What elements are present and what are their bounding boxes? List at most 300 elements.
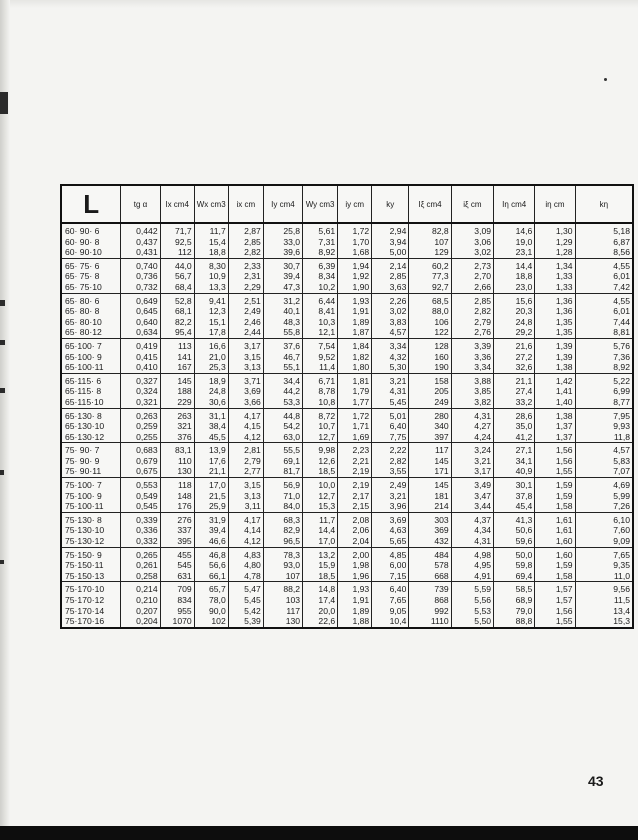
profile-designation: 65· 80·10 [61,317,121,328]
binding-mark [0,340,5,345]
value-cell: 276 [160,512,194,525]
value-cell: 11,8 [575,432,633,443]
value-cell: 1,37 [535,421,575,432]
value-cell: 1,96 [338,571,372,582]
value-cell: 1,80 [338,362,372,373]
value-cell: 7,54 [303,338,338,351]
value-cell: 7,60 [575,525,633,536]
value-cell: 8,78 [303,386,338,397]
value-cell: 12,1 [303,327,338,338]
value-cell: 2,29 [228,282,263,293]
value-cell: 17,8 [194,327,228,338]
value-cell: 2,85 [451,293,493,306]
value-cell: 30,1 [494,478,535,491]
value-cell: 9,93 [575,421,633,432]
value-cell: 3,15 [228,352,263,363]
value-cell: 4,95 [451,560,493,571]
value-cell: 2,26 [372,293,409,306]
value-cell: 1,72 [338,408,372,421]
value-cell: 1,40 [535,397,575,408]
value-cell: 106 [409,317,451,328]
table-row [61,338,633,351]
table-row [61,293,633,306]
value-cell: 1070 [160,616,194,628]
value-cell: 181 [409,491,451,502]
value-cell: 7,07 [575,466,633,477]
value-cell: 10,9 [194,271,228,282]
value-cell: 37,6 [263,338,302,351]
value-cell: 1,77 [338,397,372,408]
table-row [61,327,633,338]
value-cell: 2,77 [228,466,263,477]
table-row [61,373,633,386]
page-number: 43 [588,773,604,789]
value-cell: 4,55 [575,258,633,271]
value-cell: 141 [160,352,194,363]
table-row [61,456,633,467]
value-cell: 90,0 [194,606,228,617]
value-cell: 1,87 [338,327,372,338]
table-row [61,306,633,317]
value-cell: 11,7 [194,223,228,237]
value-cell: 432 [409,536,451,547]
table-row [61,421,633,432]
value-cell: 8,34 [303,271,338,282]
value-cell: 2,06 [338,525,372,536]
profile-designation: 75·170·16 [61,616,121,628]
value-cell: 15,9 [303,560,338,571]
value-cell: 96,5 [263,536,302,547]
value-cell: 3,83 [372,317,409,328]
value-cell: 1,93 [338,293,372,306]
header-cell: Wx cm3 [194,185,228,223]
value-cell: 8,92 [303,247,338,258]
table-row [61,443,633,456]
value-cell: 39,4 [263,271,302,282]
value-cell: 83,1 [160,443,194,456]
value-cell: 4,69 [575,478,633,491]
value-cell: 0,675 [121,466,160,477]
value-cell: 376 [160,432,194,443]
profile-designation: 65·130·10 [61,421,121,432]
value-cell: 129 [409,247,451,258]
table-row [61,408,633,421]
table-row [61,560,633,571]
value-cell: 88,0 [409,306,451,317]
value-cell: 2,33 [228,258,263,271]
value-cell: 2,51 [228,293,263,306]
value-cell: 8,72 [303,408,338,421]
value-cell: 0,263 [121,408,160,421]
value-cell: 340 [409,421,451,432]
value-cell: 1,60 [535,547,575,560]
value-cell: 25,8 [263,223,302,237]
profile-designation: 75·150· 9 [61,547,121,560]
table-row [61,432,633,443]
value-cell: 77,3 [409,271,451,282]
value-cell: 4,80 [228,560,263,571]
profile-designation: 65·130· 8 [61,408,121,421]
value-cell: 249 [409,397,451,408]
value-cell: 4,32 [372,352,409,363]
table-row [61,616,633,628]
value-cell: 190 [409,362,451,373]
value-cell: 3,94 [372,237,409,248]
value-cell: 188 [160,386,194,397]
value-cell: 29,2 [494,327,535,338]
value-cell: 20,3 [494,306,535,317]
value-cell: 2,81 [228,443,263,456]
value-cell: 59,8 [494,560,535,571]
value-cell: 1,90 [338,282,372,293]
value-cell: 1,38 [535,408,575,421]
profile-designation: 75·100·11 [61,501,121,512]
profile-designation: 60· 90·10 [61,247,121,258]
value-cell: 10,4 [372,616,409,628]
table-row [61,547,633,560]
value-cell: 56,9 [263,478,302,491]
value-cell: 171 [409,466,451,477]
value-cell: 102 [194,616,228,628]
value-cell: 631 [160,571,194,582]
value-cell: 69,1 [263,456,302,467]
value-cell: 21,1 [494,373,535,386]
value-cell: 9,35 [575,560,633,571]
table-row [61,606,633,617]
value-cell: 40,1 [263,306,302,317]
value-cell: 103 [263,595,302,606]
value-cell: 4,17 [228,408,263,421]
value-cell: 1,56 [535,456,575,467]
value-cell: 55,5 [263,443,302,456]
value-cell: 47,3 [263,282,302,293]
value-cell: 31,2 [263,293,302,306]
value-cell: 1,92 [338,271,372,282]
value-cell: 48,3 [263,317,302,328]
value-cell: 1,91 [338,595,372,606]
value-cell: 7,95 [575,408,633,421]
value-cell: 14,4 [494,258,535,271]
value-cell: 88,8 [494,616,535,628]
value-cell: 55,1 [263,362,302,373]
value-cell: 12,3 [194,306,228,317]
profile-designation: 65· 75· 6 [61,258,121,271]
value-cell: 1,98 [338,560,372,571]
value-cell: 1,82 [338,352,372,363]
value-cell: 0,321 [121,397,160,408]
profile-designation: 60· 90· 6 [61,223,121,237]
value-cell: 395 [160,536,194,547]
value-cell: 2,08 [338,512,372,525]
value-cell: 82,9 [263,525,302,536]
value-cell: 0,415 [121,352,160,363]
value-cell: 11,4 [303,362,338,373]
value-cell: 5,00 [372,247,409,258]
value-cell: 2,15 [338,501,372,512]
value-cell: 128 [409,338,451,351]
value-cell: 6,99 [575,386,633,397]
header-cell: iη cm [535,185,575,223]
value-cell: 5,30 [372,362,409,373]
value-cell: 4,83 [228,547,263,560]
value-cell: 1,68 [338,247,372,258]
value-cell: 321 [160,421,194,432]
value-cell: 145 [409,478,451,491]
header-cell: kη [575,185,633,223]
value-cell: 2,21 [338,456,372,467]
value-cell: 0,259 [121,421,160,432]
value-cell: 14,6 [494,223,535,237]
value-cell: 44,8 [263,408,302,421]
value-cell: 3,36 [451,352,493,363]
table-row [61,237,633,248]
value-cell: 113 [160,338,194,351]
value-cell: 3,71 [228,373,263,386]
value-cell: 3,55 [372,466,409,477]
page-bottom-edge [0,826,638,840]
profile-designation: 75·170·10 [61,582,121,595]
value-cell: 2,73 [451,258,493,271]
value-cell: 5,50 [451,616,493,628]
value-cell: 5,56 [451,595,493,606]
table-row [61,352,633,363]
value-cell: 8,77 [575,397,633,408]
value-cell: 3,66 [228,397,263,408]
value-cell: 13,4 [575,606,633,617]
value-cell: 263 [160,408,194,421]
value-cell: 8,81 [575,327,633,338]
page-left-edge [0,0,10,840]
value-cell: 18,9 [194,373,228,386]
value-cell: 20,0 [303,606,338,617]
value-cell: 81,7 [263,466,302,477]
table-row [61,582,633,595]
value-cell: 88,2 [263,582,302,595]
value-cell: 8,56 [575,247,633,258]
value-cell: 30,7 [263,258,302,271]
profile-designation: 65· 75·10 [61,282,121,293]
value-cell: 4,37 [451,512,493,525]
profile-designation: 65·115· 8 [61,386,121,397]
value-cell: 0,553 [121,478,160,491]
value-cell: 2,04 [338,536,372,547]
value-cell: 9,98 [303,443,338,456]
value-cell: 0,549 [121,491,160,502]
value-cell: 4,98 [451,547,493,560]
value-cell: 992 [409,606,451,617]
value-cell: 4,85 [372,547,409,560]
value-cell: 1,61 [535,525,575,536]
value-cell: 3,39 [451,338,493,351]
value-cell: 27,1 [494,443,535,456]
table-row [61,362,633,373]
value-cell: 0,545 [121,501,160,512]
table-row [61,397,633,408]
value-cell: 2,17 [338,491,372,502]
value-cell: 79,0 [494,606,535,617]
value-cell: 3,69 [228,386,263,397]
header-cell: Iξ cm4 [409,185,451,223]
value-cell: 1,36 [535,293,575,306]
value-cell: 2,19 [338,466,372,477]
value-cell: 3,34 [372,338,409,351]
value-cell: 6,40 [372,421,409,432]
value-cell: 33,0 [263,237,302,248]
value-cell: 10,0 [303,478,338,491]
value-cell: 7,31 [303,237,338,248]
value-cell: 2,22 [372,443,409,456]
binding-mark [0,388,5,393]
value-cell: 68,5 [409,293,451,306]
value-cell: 30,6 [194,397,228,408]
value-cell: 21,6 [494,338,535,351]
value-cell: 1,59 [535,560,575,571]
value-cell: 54,2 [263,421,302,432]
value-cell: 17,6 [194,456,228,467]
value-cell: 337 [160,525,194,536]
value-cell: 0,645 [121,306,160,317]
value-cell: 50,6 [494,525,535,536]
value-cell: 6,00 [372,560,409,571]
value-cell: 78,3 [263,547,302,560]
profile-designation: 65·130·12 [61,432,121,443]
value-cell: 110 [160,456,194,467]
profile-designation: 65·115·10 [61,397,121,408]
value-cell: 3,09 [451,223,493,237]
value-cell: 23,1 [494,247,535,258]
value-cell: 0,336 [121,525,160,536]
binding-mark [0,300,5,306]
value-cell: 63,0 [263,432,302,443]
value-cell: 21,1 [194,466,228,477]
value-cell: 122 [409,327,451,338]
table-row [61,317,633,328]
value-cell: 3,11 [228,501,263,512]
value-cell: 2,82 [228,247,263,258]
table-row [61,466,633,477]
value-cell: 3,02 [372,306,409,317]
value-cell: 739 [409,582,451,595]
value-cell: 3,24 [451,443,493,456]
value-cell: 6,39 [303,258,338,271]
value-cell: 0,431 [121,247,160,258]
value-cell: 1,84 [338,338,372,351]
value-cell: 214 [409,501,451,512]
value-cell: 3,13 [228,491,263,502]
value-cell: 68,9 [494,595,535,606]
value-cell: 9,52 [303,352,338,363]
value-cell: 84,0 [263,501,302,512]
value-cell: 15,3 [575,616,633,628]
value-cell: 41,3 [494,512,535,525]
value-cell: 955 [160,606,194,617]
profile-designation: 65· 80· 8 [61,306,121,317]
value-cell: 118 [160,478,194,491]
value-cell: 3,17 [451,466,493,477]
value-cell: 1,29 [535,237,575,248]
value-cell: 2,19 [338,478,372,491]
value-cell: 0,204 [121,616,160,628]
value-cell: 0,683 [121,443,160,456]
profile-symbol-header [61,185,121,223]
value-cell: 0,419 [121,338,160,351]
table-row [61,223,633,237]
value-cell: 145 [409,456,451,467]
value-cell: 0,261 [121,560,160,571]
value-cell: 0,679 [121,456,160,467]
value-cell: 130 [263,616,302,628]
profile-designation: 65·100· 9 [61,352,121,363]
table-row [61,258,633,271]
value-cell: 4,12 [228,536,263,547]
value-cell: 5,65 [372,536,409,547]
value-cell: 1,34 [535,258,575,271]
value-cell: 397 [409,432,451,443]
value-cell: 9,56 [575,582,633,595]
value-cell: 11,5 [575,595,633,606]
value-cell: 5,18 [575,223,633,237]
value-cell: 2,66 [451,282,493,293]
value-cell: 5,53 [451,606,493,617]
value-cell: 3,21 [451,456,493,467]
value-cell: 3,21 [372,491,409,502]
value-cell: 2,31 [228,271,263,282]
header-cell: Wy cm3 [303,185,338,223]
value-cell: 1,59 [535,491,575,502]
profile-designation: 75·150·11 [61,560,121,571]
value-cell: 3,63 [372,282,409,293]
value-cell: 578 [409,560,451,571]
value-cell: 6,87 [575,237,633,248]
value-cell: 3,17 [228,338,263,351]
value-cell: 1,57 [535,595,575,606]
value-cell: 1,61 [535,512,575,525]
value-cell: 1,71 [338,421,372,432]
value-cell: 15,1 [194,317,228,328]
value-cell: 4,63 [372,525,409,536]
value-cell: 41,2 [494,432,535,443]
value-cell: 27,2 [494,352,535,363]
value-cell: 112 [160,247,194,258]
speck [604,78,607,81]
value-cell: 1,60 [535,536,575,547]
value-cell: 280 [409,408,451,421]
value-cell: 4,91 [451,571,493,582]
table-row [61,282,633,293]
value-cell: 35,0 [494,421,535,432]
value-cell: 107 [409,237,451,248]
value-cell: 13,3 [194,282,228,293]
value-cell: 455 [160,547,194,560]
value-cell: 3,85 [451,386,493,397]
value-cell: 15,6 [494,293,535,306]
value-cell: 4,57 [575,443,633,456]
value-cell: 7,36 [575,352,633,363]
value-cell: 18,5 [303,571,338,582]
value-cell: 0,732 [121,282,160,293]
value-cell: 1,81 [338,373,372,386]
value-cell: 4,34 [451,525,493,536]
value-cell: 10,2 [303,282,338,293]
value-cell: 56,6 [194,560,228,571]
value-cell: 44,2 [263,386,302,397]
value-cell: 1,41 [535,386,575,397]
value-cell: 0,339 [121,512,160,525]
profile-designation: 75·170·12 [61,595,121,606]
value-cell: 3,69 [372,512,409,525]
value-cell: 3,02 [451,247,493,258]
value-cell: 69,4 [494,571,535,582]
